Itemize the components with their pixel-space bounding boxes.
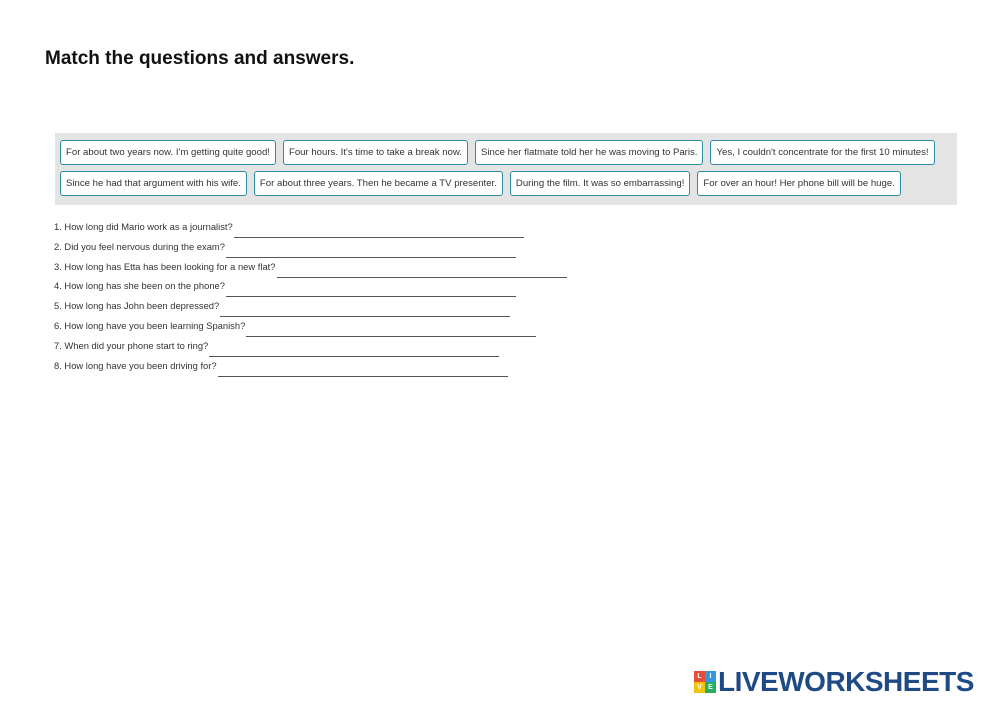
answer-chip[interactable]: For about three years. Then he became a TV presenter. (254, 171, 503, 196)
answer-drop-slot[interactable] (226, 242, 516, 258)
answer-chip[interactable]: Since her flatmate told her he was moving to Paris. (475, 140, 704, 165)
question-row (54, 279, 567, 299)
answer-chip[interactable]: During the film. It was so embarrassing! (510, 171, 691, 196)
answer-bank-row-1 (60, 140, 957, 165)
logo-tiles-icon (694, 671, 716, 693)
answer-drop-slot[interactable] (246, 321, 536, 337)
logo-tile: I (705, 671, 716, 682)
logo-tile: E (705, 682, 716, 693)
liveworksheets-logo (694, 667, 974, 697)
answer-chip[interactable]: Yes, I couldn't concentrate for the first 10 minutes! (710, 140, 934, 165)
question-text: 8. How long have you been driving for? (54, 359, 217, 371)
question-text: 4. How long has she been on the phone? (54, 280, 225, 292)
question-row (54, 359, 567, 379)
question-text: 5. How long has John been depressed? (54, 300, 220, 312)
question-text: 3. How long has Etta has been looking for a new flat? (54, 260, 276, 272)
answer-drop-slot[interactable] (277, 262, 567, 278)
answer-drop-slot[interactable] (209, 341, 499, 357)
question-text: 6. How long have you been learning Spanish? (54, 319, 246, 331)
answer-drop-slot[interactable] (234, 222, 524, 238)
question-row (54, 240, 567, 260)
answer-chip[interactable]: For about two years now. I'm getting quite good! (60, 140, 276, 165)
answer-chip[interactable]: Four hours. It's time to take a break now. (283, 140, 468, 165)
logo-tile: L (694, 671, 705, 682)
question-row (54, 220, 567, 240)
question-text: 1. How long did Mario work as a journalist? (54, 221, 233, 232)
answer-drop-slot[interactable] (220, 301, 510, 317)
question-text: 2. Did you feel nervous during the exam? (54, 240, 225, 252)
answer-bank-row-2 (60, 171, 957, 196)
answer-drop-slot[interactable] (226, 281, 516, 297)
question-row (54, 299, 567, 319)
answer-drop-slot[interactable] (218, 361, 508, 377)
logo-text: LIVEWORKSHEETS (718, 666, 974, 697)
question-list (54, 220, 567, 378)
question-row (54, 319, 567, 339)
answer-bank (55, 133, 957, 205)
question-row (54, 339, 567, 359)
answer-chip[interactable]: Since he had that argument with his wife. (60, 171, 247, 196)
logo-tile: V (694, 682, 705, 693)
answer-chip[interactable]: For over an hour! Her phone bill will be huge. (697, 171, 900, 196)
page-title: Match the questions and answers. (45, 48, 355, 69)
question-row (54, 260, 567, 280)
question-text: 7. When did your phone start to ring? (54, 339, 209, 351)
